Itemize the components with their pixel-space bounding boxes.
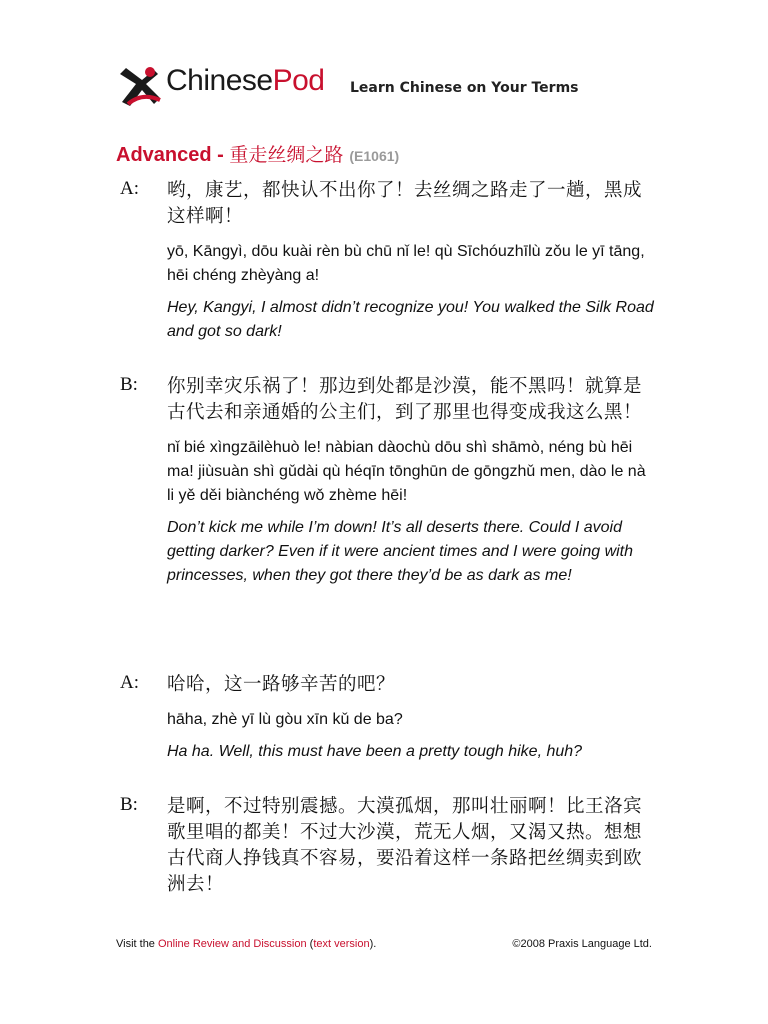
- english-translation: Don’t kick me while I’m down! It’s all deserts there. Could I avoid getting darker? Even if it were ancient times and I were going with princesses, when they got there they’d be as dark as me!: [167, 519, 634, 584]
- pinyin-text: yō, Kāngyì, dōu kuài rèn bù chū nǐ le! qù Sīchóuzhīlù zǒu le yī tāng, hēi chéng zhèyàng a!: [167, 243, 645, 284]
- chinese-text: 哟，康艺，都快认不出你了！去丝绸之路走了一趟，黑成这样啊！: [167, 180, 643, 227]
- pinyin-text: hāha, zhè yī lù gòu xīn kǔ de ba?: [167, 711, 403, 728]
- speaker-label: A:: [120, 178, 139, 199]
- text-version-link[interactable]: text version: [313, 938, 370, 950]
- header: [116, 58, 676, 114]
- chinese-text: 哈哈，这一路够辛苦的吧？: [167, 674, 396, 695]
- speaker-label: B:: [120, 374, 138, 395]
- online-review-link[interactable]: Online Review and Discussion: [158, 938, 307, 950]
- pinyin-text: nǐ bié xìngzāilèhuò le! nàbian dàochù dōu shì shāmò, néng bù hēi ma! jiùsuàn shì gǔdài qù héqīn tōnghūn de gōngzhǔ men, dào le nà li yě děi biànchéng wǒ zhème hēi!: [167, 439, 646, 504]
- footer-review-links: Visit the Online Review and Discussion (text version).: [116, 938, 377, 950]
- chinese-text: 是啊，不过特别震撼。大漠孤烟，那叫壮丽啊！比王洛宾歌里唱的都美！不过大沙漠，荒无人烟，又渴又热。想想古代商人挣钱真不容易，要沿着这样一条路把丝绸卖到欧洲去！: [167, 796, 643, 895]
- chinesepod-logo-icon: [116, 62, 162, 108]
- copyright: ©2008 Praxis Language Ltd.: [512, 938, 652, 950]
- english-translation: Ha ha. Well, this must have been a pretty tough hike, huh?: [167, 743, 583, 760]
- speaker-label: A:: [120, 672, 139, 693]
- speaker-label: B:: [120, 794, 138, 815]
- lesson-chinese-title: 重走丝绸之路: [229, 144, 344, 166]
- dialogue-line: [120, 794, 660, 898]
- logo-wordmark: ChinesePod: [166, 64, 325, 97]
- chinese-text: 你别幸灾乐祸了！那边到处都是沙漠，能不黑吗！就算是古代去和亲通婚的公主们，到了那里也得变成我这么黑！: [167, 376, 643, 423]
- lesson-title: [116, 140, 399, 167]
- english-translation: Hey, Kangyi, I almost didn’t recognize you! You walked the Silk Road and got so dark!: [167, 299, 654, 340]
- tagline: Learn Chinese on Your Terms: [350, 80, 579, 96]
- lesson-code: (E1061): [349, 148, 400, 164]
- dialogue-line: [120, 672, 660, 764]
- dialogue-line: [120, 374, 660, 588]
- dialogue-line: [120, 178, 660, 344]
- lesson-level: Advanced -: [116, 144, 230, 166]
